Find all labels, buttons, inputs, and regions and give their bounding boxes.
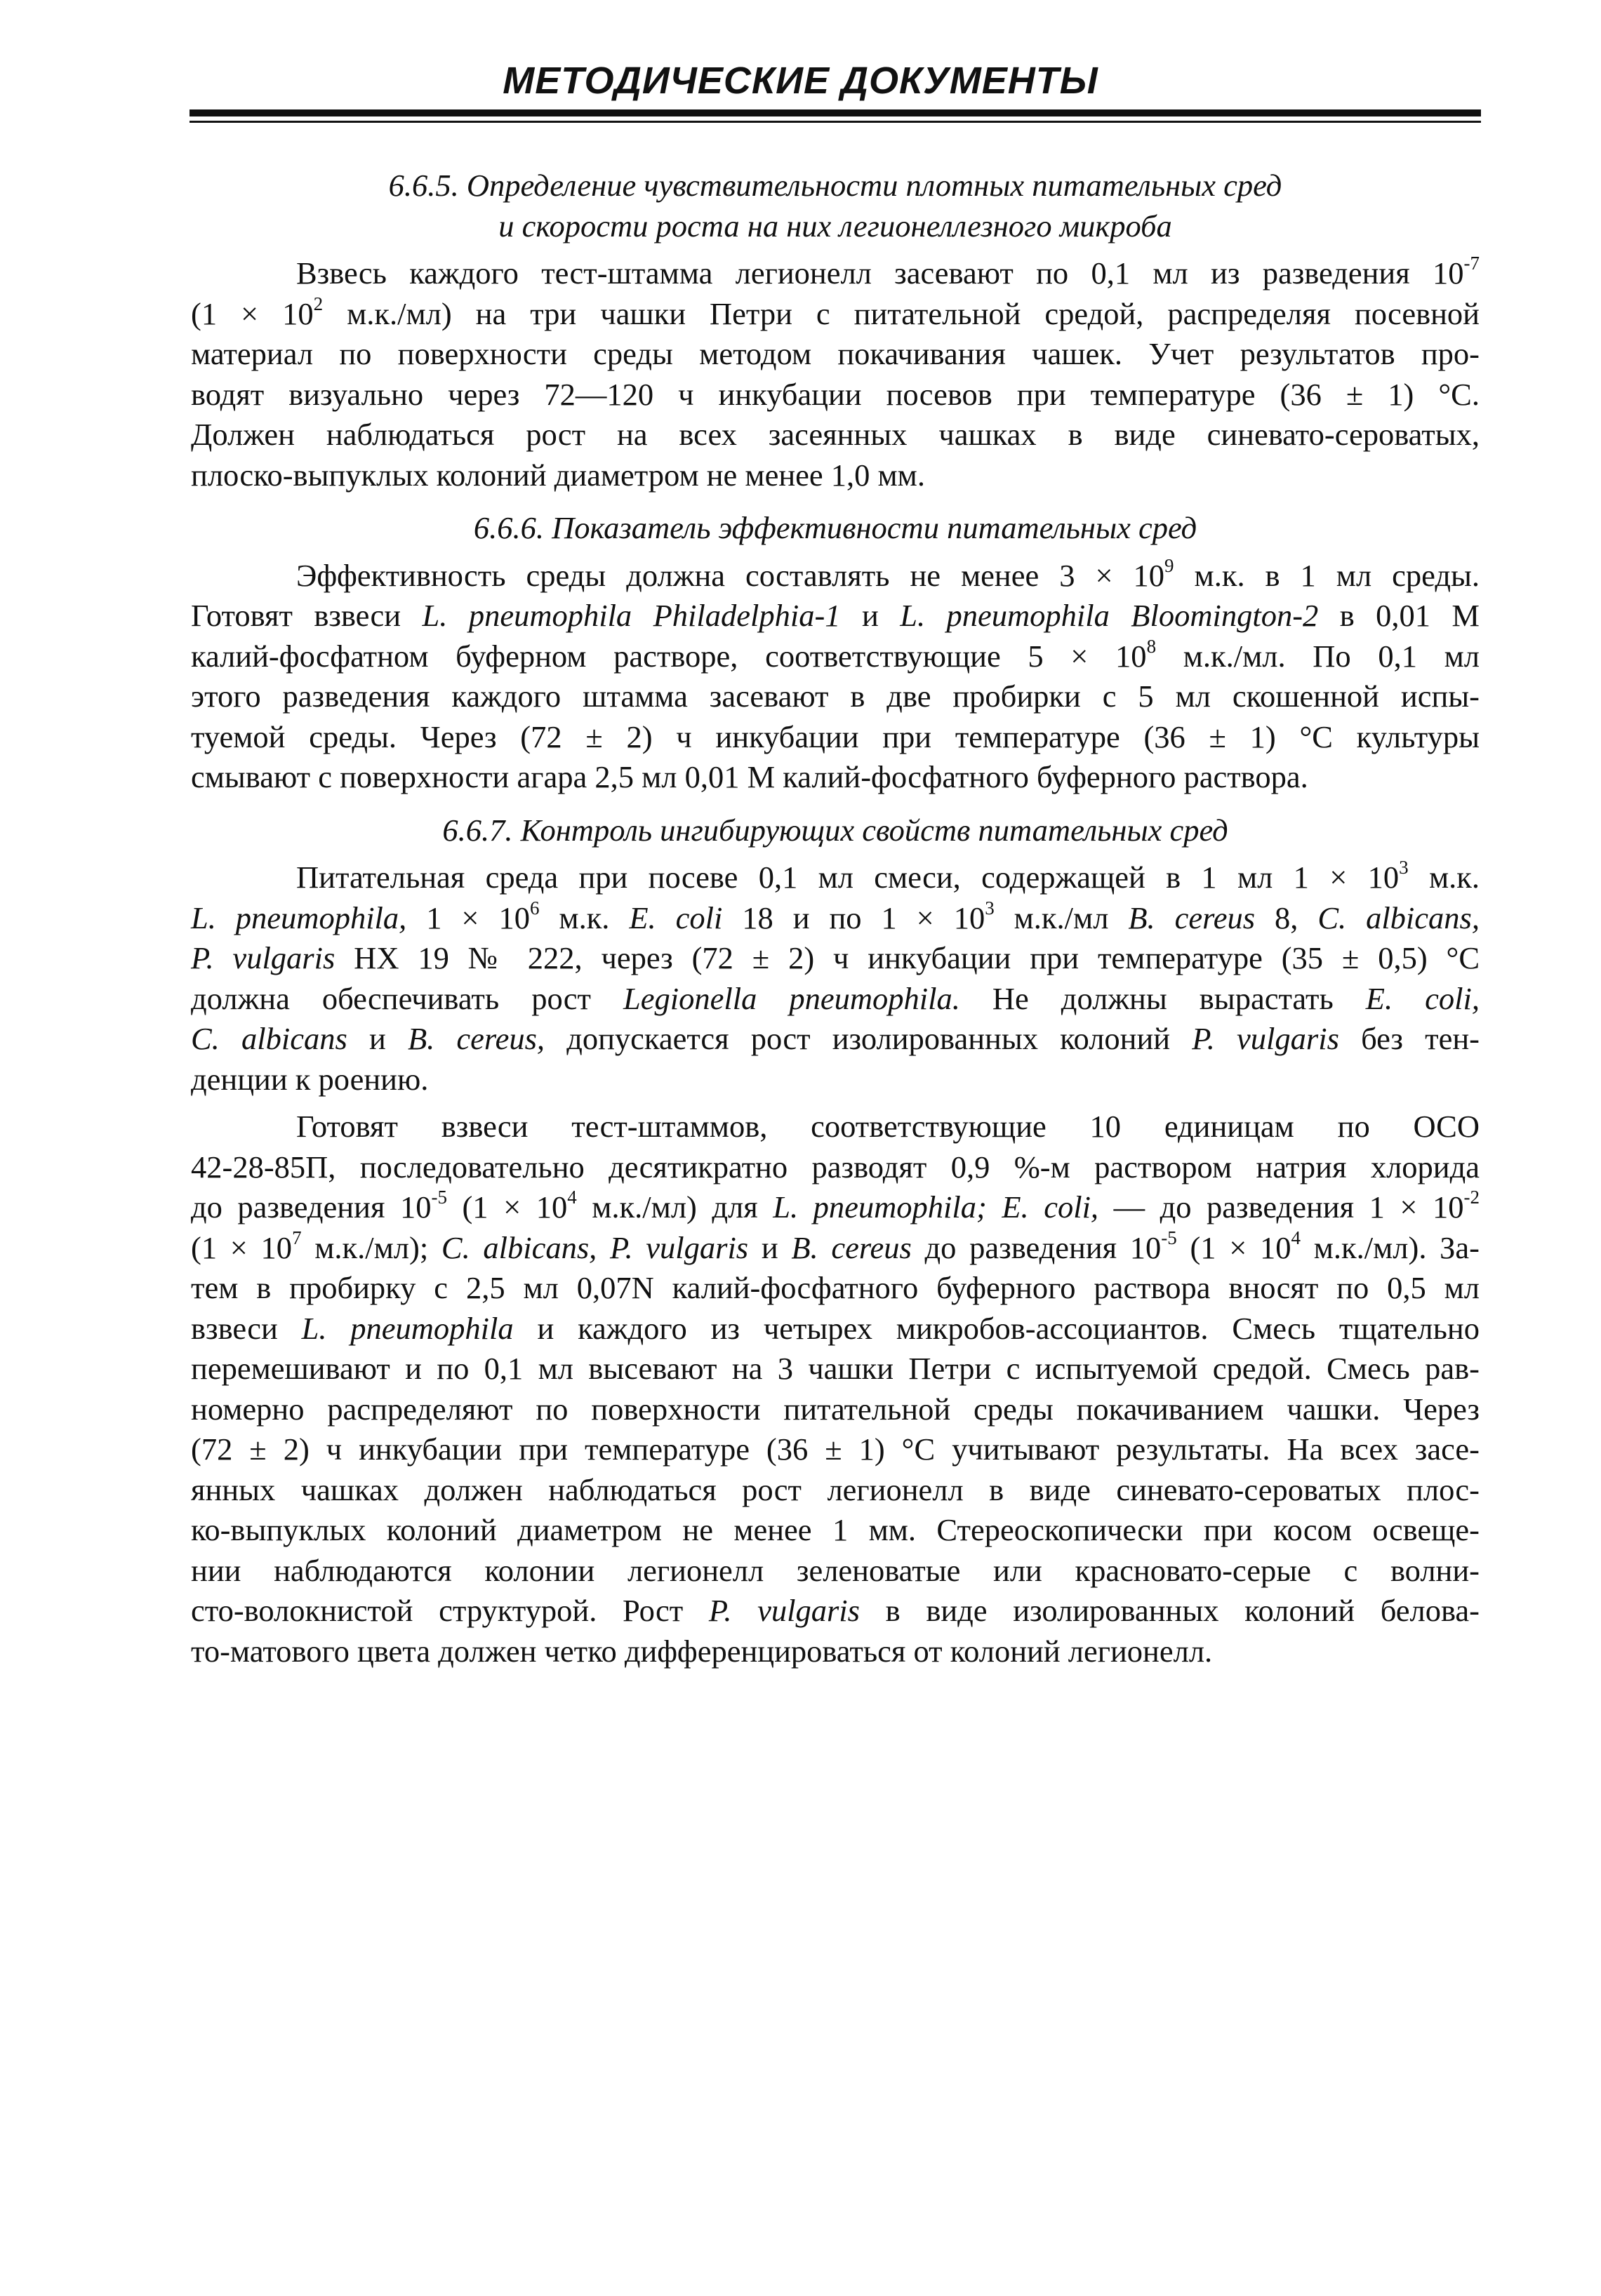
text-line: C. albicans и B. cereus, допускается рост изолированных колоний P. vulgaris без тен-	[191, 1021, 1480, 1056]
text-line: (72 ± 2) ч инкубации при температуре (36 ± 1) °С учитывают результаты. На всех засе-	[191, 1431, 1480, 1467]
paragraph	[191, 556, 1480, 798]
text-line: взвеси L. pneumophila и каждого из четырех микробов-ассоциантов. Смесь тщательно	[191, 1310, 1480, 1346]
section-heading	[191, 166, 1480, 246]
text-line: плоско-выпуклых колоний диаметром не менее 1,0 мм.	[191, 457, 925, 493]
text-line: водят визуально через 72—120 ч инкубации посевов при температуре (36 ± 1) °С.	[191, 376, 1480, 412]
section-6-6-7	[191, 810, 1480, 1672]
document-body	[191, 166, 1480, 1671]
text-line: должна обеспечивать рост Legionella pneumophila. Не должны вырастать E. coli,	[191, 980, 1480, 1016]
section-6-6-5	[191, 166, 1480, 495]
paragraph	[191, 857, 1480, 1100]
text-line: Взвесь каждого тест-штамма легионелл засевают по 0,1 мл из разведения $10^{-7}$	[296, 253, 1480, 291]
text-line: 42-28-85П, последовательно десятикратно разводят 0,9 %-м раствором натрия хлорида	[191, 1149, 1480, 1184]
text-line: Готовят взвеси тест-штаммов, соответствующие 10 единицам по ОСО	[296, 1109, 1480, 1144]
text-line: тем в пробирку с 2,5 мл 0,07N калий-фосфатного буферного раствора вносят по 0,5 мл	[191, 1270, 1480, 1305]
text-line: Эффективность среды должна составлять не менее $3 \times 10^9$ м.к. в 1 мл среды.	[296, 554, 1480, 593]
text-line: нии наблюдаются колонии легионелл зеленоватые или красновато-серые с волни-	[191, 1552, 1480, 1588]
header-rule-thick	[190, 109, 1481, 116]
text-line: P. vulgaris НХ 19 № 222, через (72 ± 2) ч инкубации при температуре (35 ± 0,5) °С	[191, 940, 1480, 975]
running-header-title: МЕТОДИЧЕСКИЕ ДОКУМЕНТЫ	[503, 60, 1098, 102]
paragraph	[191, 253, 1480, 495]
text-line: янных чашках должен наблюдаться рост легионелл в виде синевато-сероватых плос-	[191, 1471, 1480, 1507]
section-heading: 6.6.7. Контроль ингибирующих свойств питательных сред	[442, 812, 1228, 848]
section-6-6-6	[191, 508, 1480, 798]
text-line: Готовят взвеси L. pneumophila Philadelphia-1 и L. pneumophila Bloomington-2 в 0,01 М	[191, 598, 1480, 633]
section-heading: 6.6.6. Показатель эффективности питательных сред	[473, 510, 1197, 545]
text-line: Питательная среда при посеве 0,1 мл смеси, содержащей в 1 мл $1 \times 10^3$ м.к.	[296, 857, 1480, 895]
heading-line: 6.6.5. Определение чувствительности плотных питательных сред	[388, 168, 1282, 203]
text-line: Должен наблюдаться рост на всех засеянных чашках в виде синевато-сероватых,	[191, 417, 1480, 452]
text-line: сто-волокнистой структурой. Рост P. vulgaris в виде изолированных колоний белова-	[191, 1593, 1480, 1628]
text-line: то-матового цвета должен четко дифференцироваться от колоний легионелл.	[191, 1633, 1213, 1669]
text-line: ($1 \times 10^2$ м.к./мл) на три чашки Петри с питательной средой, распределяя посевной	[191, 293, 1480, 331]
header-rule-thin	[190, 121, 1481, 123]
heading-line: и скорости роста на них легионеллезного микроба	[498, 208, 1172, 243]
text-line: этого разведения каждого штамма засевают в две пробирки с 5 мл скошенной испы-	[191, 679, 1480, 714]
text-line: ко-выпуклых колоний диаметром не менее 1 мм. Стереоскопически при косом освеще-	[191, 1512, 1480, 1547]
text-line: смывают с поверхности агара 2,5 мл 0,01 М калий-фосфатного буферного раствора.	[191, 759, 1308, 794]
text-line: туемой среды. Через (72 ± 2) ч инкубации при температуре (36 ± 1) °С культуры	[191, 719, 1480, 754]
text-line: номерно распределяют по поверхности питательной среды покачиванием чашки. Через	[191, 1391, 1480, 1427]
text-line: L. pneumophila, $1 \times 10^6$ м.к. E. coli 18 и по $1 \times 10^3$ м.к./мл B. cereus 8, C. albicans,	[191, 897, 1480, 935]
text-line: калий-фосфатном буферном растворе, соответствующие $5 \times 10^8$ м.к./мл. По 0,1 мл	[191, 635, 1480, 674]
text-line: ($1 \times 10^7$ м.к./мл); C. albicans, P. vulgaris и B. cereus до разведения $10^{-5}$ ($1 \times 10^4$ м.к./мл). За-	[191, 1227, 1480, 1265]
text-line: денции к роению.	[191, 1061, 429, 1097]
text-line: материал по поверхности среды методом покачивания чашек. Учет результатов про-	[191, 336, 1480, 371]
text-line: до разведения $10^{-5}$ ($1 \times 10^4$ м.к./мл) для L. pneumophila; E. coli, — до разведения $1 \times 10^{-2}$	[191, 1187, 1480, 1224]
text-line: перемешивают и по 0,1 мл высевают на 3 чашки Петри с испытуемой средой. Смесь рав-	[191, 1351, 1480, 1386]
paragraph	[191, 1107, 1480, 1671]
